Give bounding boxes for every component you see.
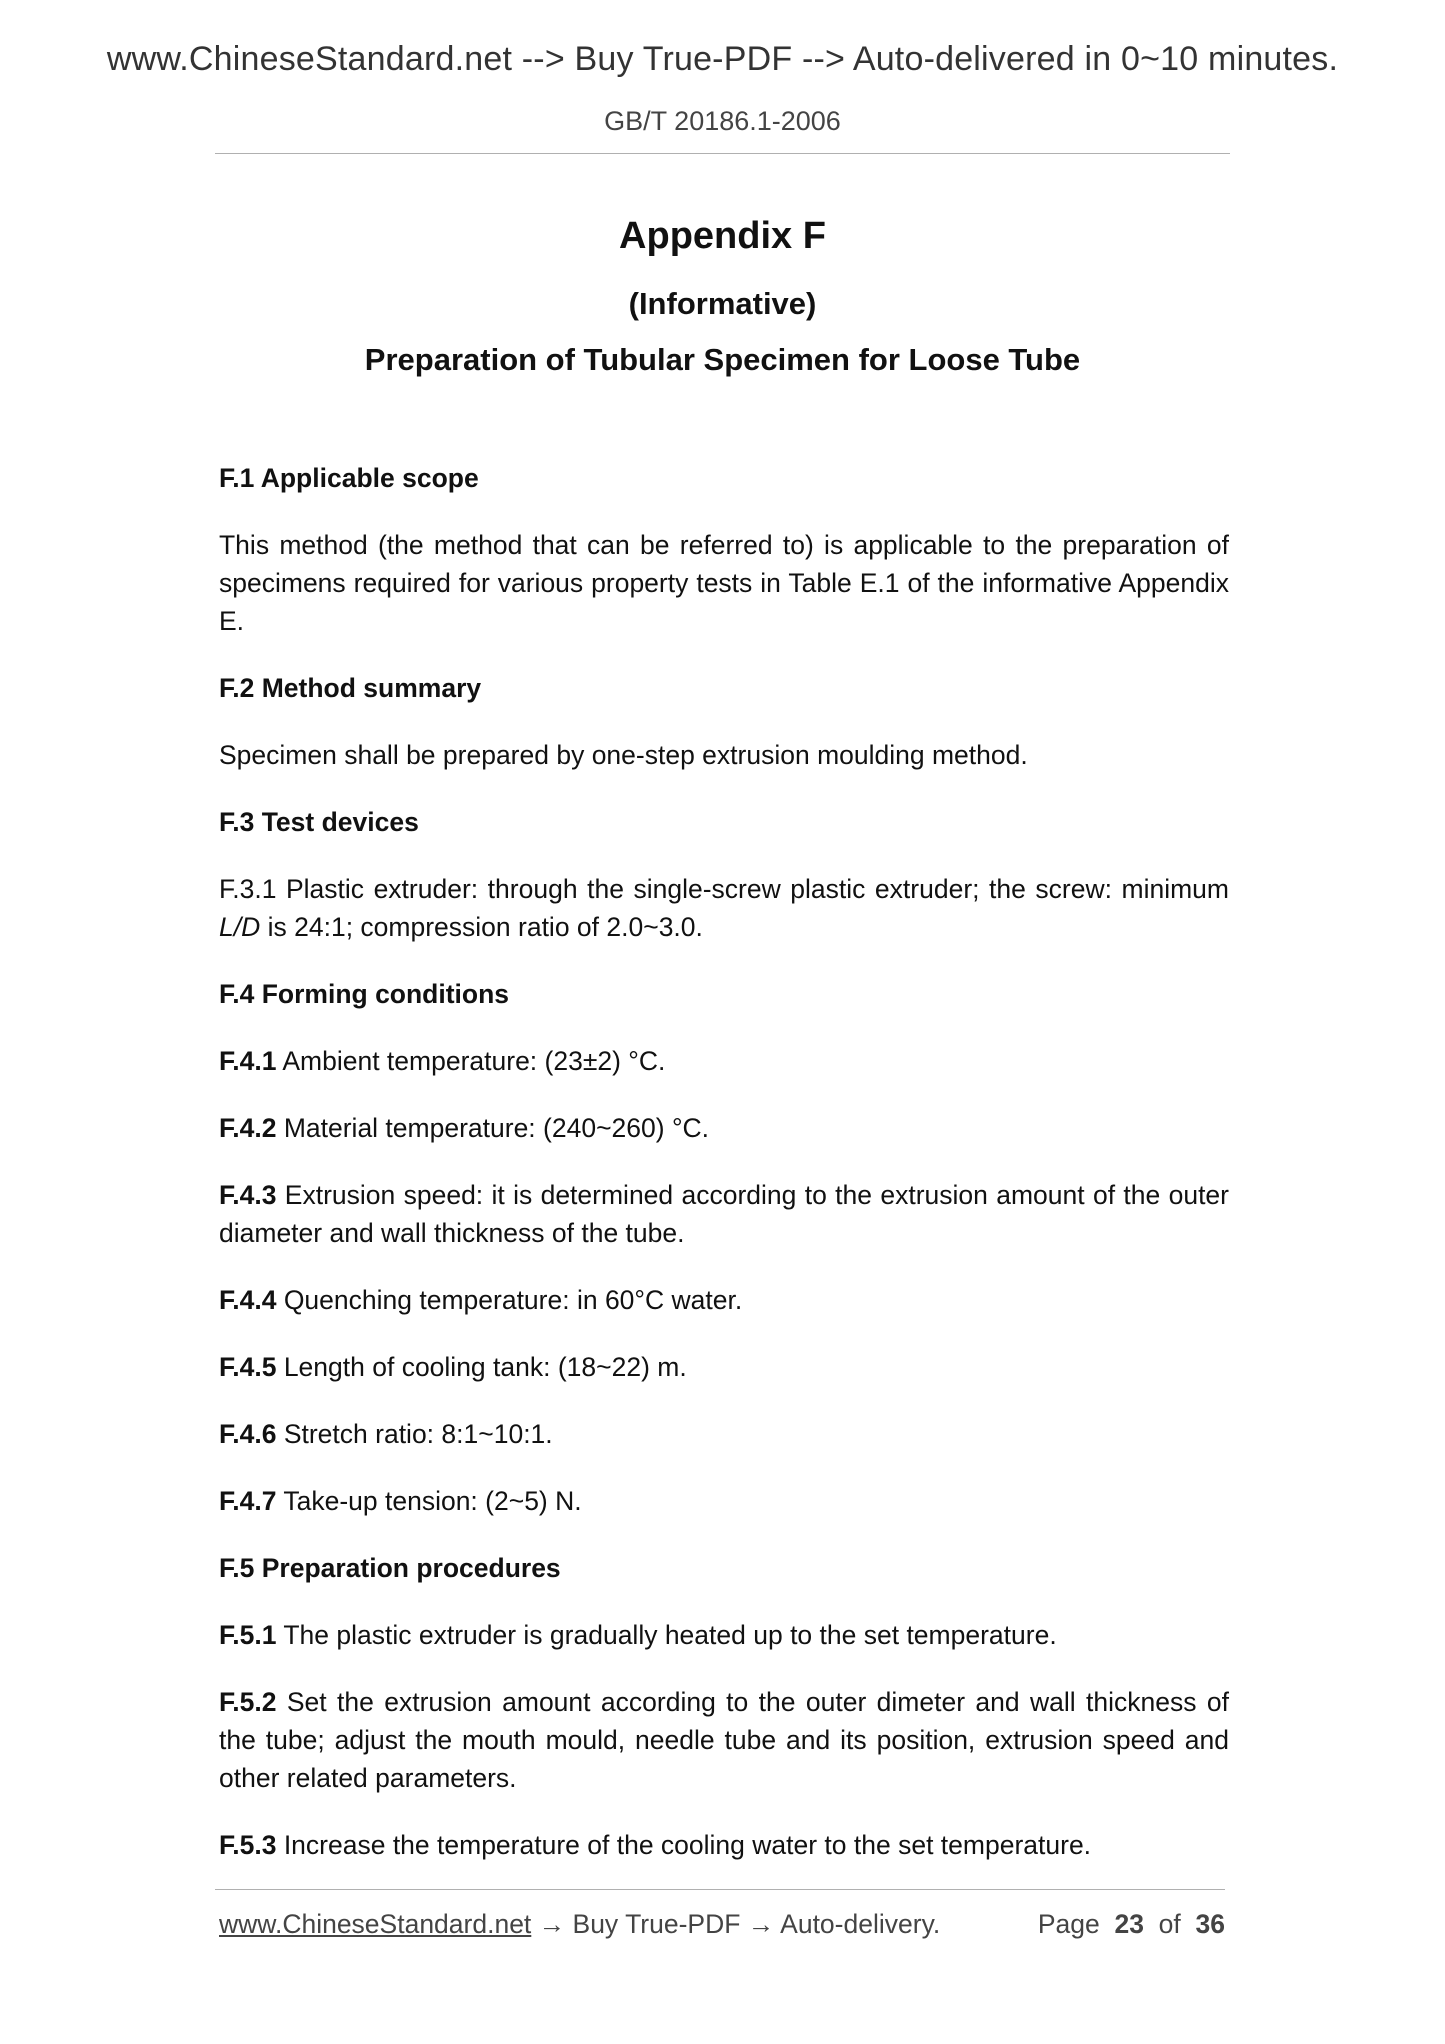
- section-heading-f2: F.2 Method summary: [219, 673, 482, 703]
- clause-text: Material temperature: (240~260) °C.: [276, 1113, 710, 1143]
- clause-text: Ambient temperature: (23±2) °C.: [276, 1046, 666, 1076]
- section-text-f1: This method (the method that can be referred to) is applicable to the preparation of specimens required for various property tests in Table E.1 of the informative Appendix E.: [219, 530, 1229, 636]
- clause-number: F.5.3: [219, 1830, 277, 1860]
- clause-f4-6: [219, 1415, 1229, 1453]
- clause-f4-3: [219, 1176, 1229, 1252]
- site-banner: www.ChineseStandard.net --> Buy True-PDF --> Auto-delivered in 0~10 minutes.: [106, 40, 1339, 78]
- appendix-title: Appendix F: [619, 215, 826, 257]
- page-footer: [219, 1909, 1225, 1940]
- section-heading-f3: F.3 Test devices: [219, 807, 419, 837]
- clause-f5-2: [219, 1683, 1229, 1797]
- clause-number: F.4.6: [219, 1419, 277, 1449]
- clause-text: Extrusion speed: it is determined according to the extrusion amount of the outer diameter and wall thickness of the tube.: [219, 1180, 1229, 1248]
- clause-f3-1-text-a: F.3.1 Plastic extruder: through the single-screw plastic extruder; the screw: minimum: [219, 874, 1229, 904]
- footer-tagline: → Buy True-PDF → Auto-delivery.: [531, 1909, 941, 1939]
- clause-number: F.4.1: [219, 1046, 277, 1076]
- clause-f4-7: [219, 1482, 1229, 1520]
- section-heading-f4: F.4 Forming conditions: [219, 979, 510, 1009]
- clause-f3-1-text-b: is 24:1; compression ratio of 2.0~3.0.: [260, 912, 703, 942]
- clause-text: Set the extrusion amount according to the outer dimeter and wall thickness of the tube; adjust the mouth mould, needle tube and its position, extrusion speed and other related parameters.: [219, 1687, 1229, 1793]
- clause-f4-4: [219, 1281, 1229, 1319]
- clause-number: F.4.4: [219, 1285, 277, 1315]
- clause-text: Increase the temperature of the cooling water to the set temperature.: [276, 1830, 1092, 1860]
- clause-f4-1: [219, 1042, 1229, 1080]
- section-heading-f5: F.5 Preparation procedures: [219, 1553, 561, 1583]
- of-word: of: [1158, 1909, 1181, 1939]
- standard-code: GB/T 20186.1-2006: [604, 106, 841, 136]
- clause-number: F.5.1: [219, 1620, 277, 1650]
- section-text-f2: Specimen shall be prepared by one-step extrusion moulding method.: [219, 740, 1028, 770]
- clause-f4-5: [219, 1348, 1229, 1386]
- document-body: [219, 459, 1229, 1893]
- section-heading-f1: F.1 Applicable scope: [219, 463, 479, 493]
- clause-text: Take-up tension: (2~5) N.: [276, 1486, 582, 1516]
- clause-f5-3: [219, 1826, 1229, 1864]
- total-pages: 36: [1195, 1909, 1225, 1939]
- footer-divider: [215, 1889, 1225, 1890]
- clause-number: F.4.3: [219, 1180, 277, 1210]
- page-number: 23: [1114, 1909, 1144, 1939]
- clause-f5-1: [219, 1616, 1229, 1654]
- clause-number: F.4.2: [219, 1113, 277, 1143]
- clause-text: The plastic extruder is gradually heated up to the set temperature.: [276, 1620, 1057, 1650]
- clause-number: F.5.2: [219, 1687, 277, 1717]
- clause-f3-1: [219, 870, 1229, 946]
- clause-number: F.4.7: [219, 1486, 277, 1516]
- clause-text: Quenching temperature: in 60°C water.: [276, 1285, 743, 1315]
- clause-text: Stretch ratio: 8:1~10:1.: [276, 1419, 553, 1449]
- appendix-subtitle: Preparation of Tubular Specimen for Loose Tube: [364, 342, 1081, 377]
- clause-f3-1-ld: L/D: [219, 912, 261, 942]
- clause-number: F.4.5: [219, 1352, 277, 1382]
- appendix-type: (Informative): [628, 286, 817, 321]
- footer-site-link[interactable]: www.ChineseStandard.net: [219, 1909, 532, 1939]
- header-divider: [215, 153, 1230, 154]
- page-word: Page: [1037, 1909, 1100, 1939]
- clause-f4-2: [219, 1109, 1229, 1147]
- clause-text: Length of cooling tank: (18~22) m.: [276, 1352, 687, 1382]
- page-indicator: [1038, 1909, 1225, 1940]
